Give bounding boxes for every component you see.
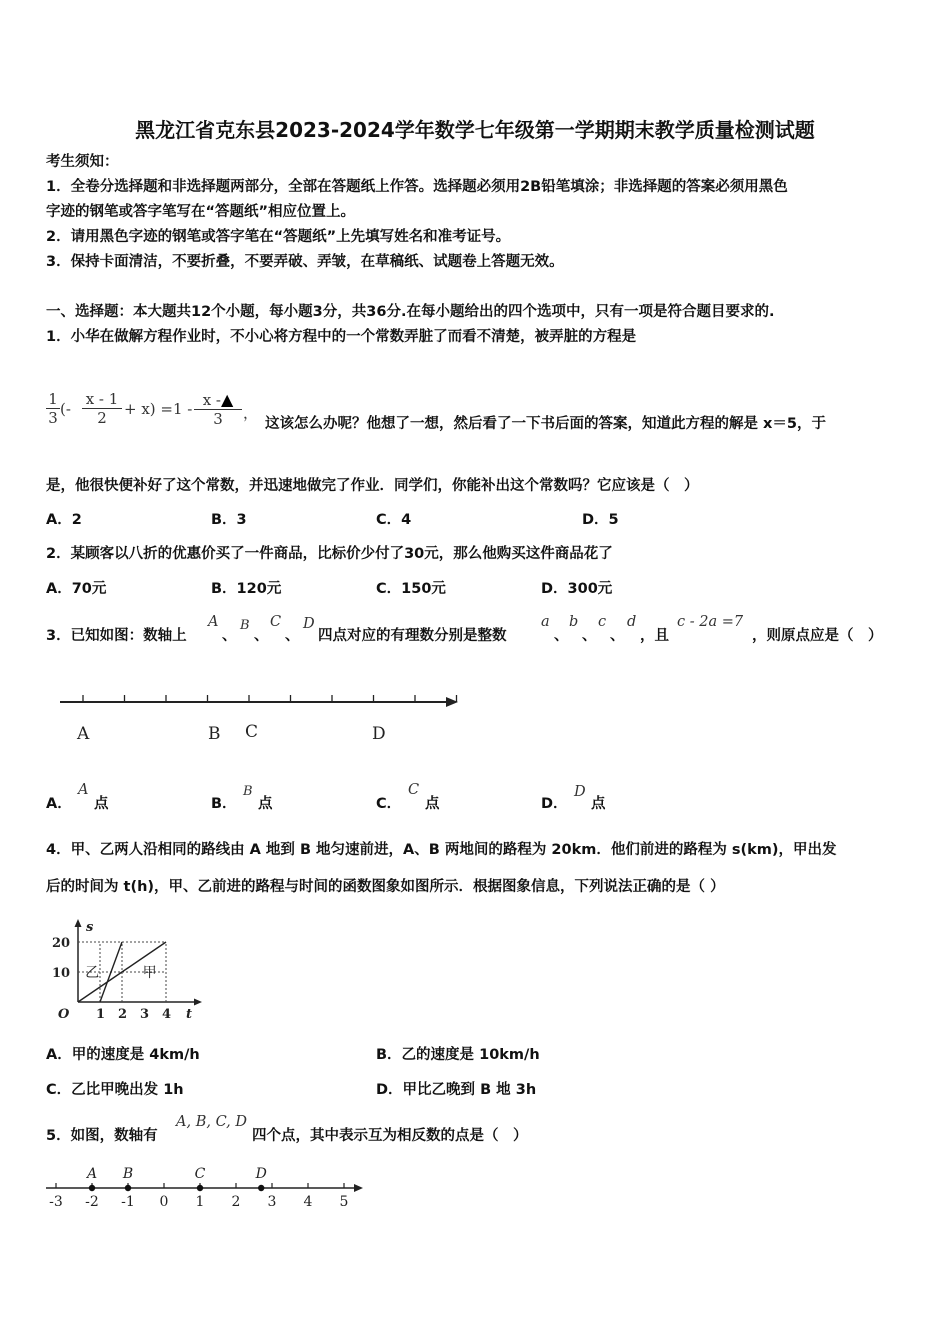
axis-ticks xyxy=(83,695,457,702)
q3-option-d-letter: D xyxy=(574,784,586,800)
q3-var-C: C xyxy=(270,614,282,630)
eq-one: 1 xyxy=(48,390,58,408)
q5-tick-label: -2 xyxy=(85,1194,99,1210)
q2-stem: 2．某顾客以八折的优惠价买了一件商品，比标价少付了30元，那么他购买这件商品花了 xyxy=(46,546,613,562)
q5-tick-label: 3 xyxy=(267,1194,277,1210)
q1-option-d[interactable]: D．5 xyxy=(582,512,619,528)
q5-tick-label: 4 xyxy=(303,1194,313,1210)
q3-var-b: b xyxy=(569,614,579,630)
q3-option-d-suffix: 点 xyxy=(591,796,606,812)
q4-option-a[interactable]: A．甲的速度是 4km/h xyxy=(46,1047,200,1063)
q5-number-line xyxy=(40,1162,370,1214)
section-heading: 一、选择题：本大题共12个小题，每小题3分，共36分.在每小题给出的四个选项中，只有一项是符合题目要求的. xyxy=(46,304,775,320)
q4-line-2: 后的时间为 t(h)，甲、乙前进的路程与时间的函数图象如图所示．根据图象信息，下列说法正确的是（ ） xyxy=(46,879,725,895)
q3-option-d-prefix: D． xyxy=(541,796,568,812)
y-tick-label: 10 xyxy=(52,966,71,981)
x-tick-label: 3 xyxy=(140,1007,150,1022)
q5-point-label-D: D xyxy=(255,1166,267,1182)
q3-stem-d: ，则原点应是（ ） xyxy=(752,628,883,644)
q1-option-b[interactable]: B．3 xyxy=(211,512,247,528)
series-label-yi: 乙 xyxy=(85,965,100,981)
q5-letters: A, B, C, D xyxy=(176,1114,247,1130)
q5-tick-label: 5 xyxy=(339,1194,349,1210)
q5-tick-label: 1 xyxy=(195,1194,205,1210)
q5-tick-label: 0 xyxy=(159,1194,169,1210)
q5-tick-label: -1 xyxy=(121,1194,135,1210)
q4-option-b[interactable]: B．乙的速度是 10km/h xyxy=(376,1047,540,1063)
q3-stem-c: ，且 xyxy=(640,628,669,644)
eq-den1: 2 xyxy=(82,408,122,427)
eq-num2: x - xyxy=(202,391,221,409)
q5-point-B xyxy=(125,1185,131,1191)
q3-sep-2: 、 xyxy=(254,628,269,644)
q3-option-c-suffix: 点 xyxy=(425,796,440,812)
notice-heading: 考生须知： xyxy=(46,154,119,170)
q3-stem-b: 四点对应的有理数分别是整数 xyxy=(318,628,507,644)
eq-comma: ， xyxy=(243,404,259,422)
q5-tick-label: -3 xyxy=(49,1194,63,1210)
axis-label-D: D xyxy=(372,724,386,744)
y-axis-label: s xyxy=(86,920,94,935)
q1-option-c[interactable]: C．4 xyxy=(376,512,412,528)
q5-point-label-C: C xyxy=(194,1166,206,1182)
q3-option-b-suffix: 点 xyxy=(258,796,273,812)
series-label-jia: 甲 xyxy=(142,965,157,981)
q5-stem-b: 四个点，其中表示互为相反数的点是（ ） xyxy=(252,1128,528,1144)
notice-line-2: 2．请用黑色字迹的钢笔或答字笔在“答题纸”上先填写姓名和准考证号。 xyxy=(46,229,511,245)
triangle-icon: ▲ xyxy=(220,390,234,409)
q3-var-a: a xyxy=(541,614,550,630)
notice-line-1a: 1．全卷分选择题和非选择题两部分，全部在答题纸上作答。选择题必须用2B铅笔填涂；非选择题的答案必须用黑色 xyxy=(46,179,788,195)
q3-var-D: D xyxy=(303,616,315,632)
q3-number-line xyxy=(55,682,465,752)
axis-label-B: B xyxy=(208,724,221,744)
x-axis-arrow-icon xyxy=(194,999,202,1006)
eq-plus: + x) =1 - xyxy=(124,400,193,418)
q2-option-a[interactable]: A．70元 xyxy=(46,581,107,597)
q4-option-c[interactable]: C．乙比甲晚出发 1h xyxy=(46,1082,184,1098)
origin-label: O xyxy=(58,1007,70,1022)
q3-option-a-suffix: 点 xyxy=(94,796,109,812)
q5-point-label-B: B xyxy=(122,1166,134,1182)
q3-var-c: c xyxy=(598,614,607,630)
q3-sep-6: 、 xyxy=(610,628,625,644)
notice-line-1b: 字迹的钢笔或答字笔写在“答题纸”相应位置上。 xyxy=(46,204,356,220)
x-axis-label: t xyxy=(186,1007,193,1022)
q3-option-a-prefix: A． xyxy=(46,796,72,812)
q2-option-b[interactable]: B．120元 xyxy=(211,581,282,597)
q3-var-d: d xyxy=(627,614,637,630)
q1-cont-1: 这该怎么办呢？他想了一想，然后看了一下书后面的答案，知道此方程的解是 x＝5，于 xyxy=(265,416,826,432)
page-title: 黑龙江省克东县2023-2024学年数学七年级第一学期期末教学质量检测试题 xyxy=(135,118,815,142)
eq-num1: x - 1 xyxy=(85,390,119,408)
q3-sep-3: 、 xyxy=(285,628,300,644)
axis-label-C: C xyxy=(245,722,259,742)
q2-option-d[interactable]: D．300元 xyxy=(541,581,613,597)
y-tick-label: 20 xyxy=(52,936,71,951)
q2-option-c[interactable]: C．150元 xyxy=(376,581,446,597)
eq-open: (- xyxy=(60,400,71,418)
x-tick-label: 4 xyxy=(162,1007,172,1022)
q3-option-a-letter: A xyxy=(78,782,89,798)
q5-point-A xyxy=(89,1185,95,1191)
q5-point-C xyxy=(197,1185,203,1191)
q3-stem-a: 3．已知如图：数轴上 xyxy=(46,628,187,644)
q1-option-a[interactable]: A．2 xyxy=(46,512,82,528)
eq-three: 3 xyxy=(46,408,60,427)
q3-equation: c - 2a =7 xyxy=(677,614,744,630)
q3-option-b-letter: B xyxy=(243,784,253,799)
q3-sep-1: 、 xyxy=(222,628,237,644)
eq-den2: 3 xyxy=(194,409,242,428)
q3-var-A: A xyxy=(208,614,219,630)
q5-axis-arrow-icon xyxy=(354,1184,363,1192)
x-tick-label: 1 xyxy=(96,1007,106,1022)
q3-sep-5: 、 xyxy=(582,628,597,644)
notice-line-3: 3．保持卡面清洁，不要折叠，不要弄破、弄皱，在草稿纸、试题卷上答题无效。 xyxy=(46,254,564,270)
q5-point-D xyxy=(258,1185,264,1191)
axis-label-A: A xyxy=(77,724,90,744)
q5-point-label-A: A xyxy=(86,1166,98,1182)
y-axis-arrow-icon xyxy=(75,919,82,927)
q5-stem-a: 5．如图，数轴有 xyxy=(46,1128,158,1144)
q1-cont-2: 是，他很快便补好了这个常数，并迅速地做完了作业．同学们，你能补出这个常数吗？它应该是（ ） xyxy=(46,478,699,494)
q4-line-1: 4．甲、乙两人沿相同的路线由 A 地到 B 地匀速前进，A、B 两地间的路程为 20km．他们前进的路程为 s(km)，甲出发 xyxy=(46,842,837,858)
q3-sep-4: 、 xyxy=(554,628,569,644)
q3-var-B: B xyxy=(240,618,250,633)
q1-stem: 1．小华在做解方程作业时，不小心将方程中的一个常数弄脏了而看不清楚，被弄脏的方程是 xyxy=(46,329,637,345)
q5-tick-label: 2 xyxy=(231,1194,241,1210)
q4-option-d[interactable]: D．甲比乙晚到 B 地 3h xyxy=(376,1082,537,1098)
q3-option-c-prefix: C． xyxy=(376,796,402,812)
q4-graph xyxy=(48,915,208,1025)
q3-option-c-letter: C xyxy=(408,782,420,798)
x-tick-label: 2 xyxy=(118,1007,128,1022)
q3-option-b-prefix: B． xyxy=(211,796,237,812)
